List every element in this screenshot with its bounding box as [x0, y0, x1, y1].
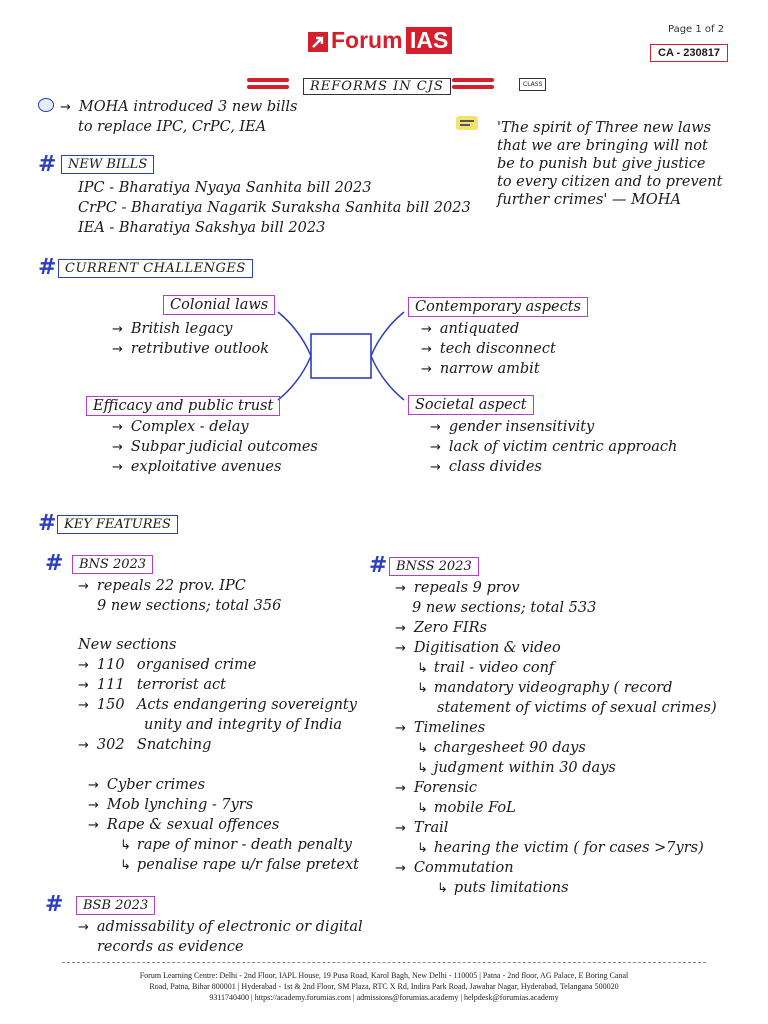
quote-block [497, 120, 722, 210]
list-item: → Cyber crimes [88, 777, 206, 793]
list-item: 9 new sections; total 533 [412, 600, 597, 616]
quote-bubble-icon [456, 116, 478, 130]
bnss-heading: BNSS 2023 [389, 557, 479, 576]
sub-item: ↳ mandatory videography ( record [417, 680, 673, 696]
efficacy-list [112, 419, 318, 479]
list-item: → class divides [430, 459, 542, 475]
list-item: → Timelines [395, 720, 486, 736]
new-bills-heading: NEW BILLS [61, 155, 154, 174]
section-row: → 110 organised crime [78, 657, 257, 673]
bns-heading: BNS 2023 [72, 555, 153, 574]
societal-aspect-label: Societal aspect [408, 395, 534, 415]
new-bills-list [78, 180, 471, 240]
list-item: → Trail [395, 820, 449, 836]
societal-aspect-list [430, 419, 677, 479]
quote-line: that we are bringing will not [497, 138, 708, 154]
list-item: → retributive outlook [112, 341, 270, 357]
new-bill-item: CrPC - Bharatiya Nagarik Suraksha Sanhita bill 2023 [78, 200, 471, 216]
title-decoration-left [247, 78, 289, 89]
current-challenges-heading: CURRENT CHALLENGES [58, 259, 253, 278]
footer-contact-line: 9311740400 | https://academy.forumias.com | admissions@forumias.academy | helpdesk@forumias.academy [209, 993, 559, 1002]
list-item: → tech disconnect [421, 341, 556, 357]
sub-item: ↳ penalise rape u/r false pretext [120, 857, 359, 873]
hash-icon: # [38, 511, 57, 536]
list-item: → repeals 9 prov [395, 580, 520, 596]
list-item: → gender insensitivity [430, 419, 595, 435]
list-item: → Mob lynching - 7yrs [88, 797, 254, 813]
section-row: → 111 terrorist act [78, 677, 226, 693]
intro-line-2: to replace IPC, CrPC, IEA [78, 119, 267, 135]
logo-ias-text: IAS [406, 27, 452, 54]
sub-item: ↳ hearing the victim ( for cases >7yrs) [417, 840, 704, 856]
contemporary-aspects-list [421, 321, 556, 381]
quote-line: further crimes' — MOHA [497, 192, 681, 208]
logo-forum-text: Forum [331, 27, 403, 53]
list-item: → antiquated [421, 321, 520, 337]
news-icon [38, 98, 54, 112]
sub-item: ↳ rape of minor - death penalty [120, 837, 352, 853]
new-bill-item: IPC - Bharatiya Nyaya Sanhita bill 2023 [78, 180, 372, 196]
hash-icon: # [38, 152, 57, 177]
contemporary-aspects-label: Contemporary aspects [408, 297, 588, 317]
quote-line: be to punish but give justice [497, 156, 706, 172]
footer-divider [62, 962, 706, 963]
quote-line: 'The spirit of Three new laws [497, 120, 712, 136]
bsb-details [78, 919, 363, 959]
list-item: → Complex - delay [112, 419, 249, 435]
list-item: → British legacy [112, 321, 233, 337]
bsb-heading: BSB 2023 [76, 896, 155, 915]
document-code: CA - 230817 [650, 44, 728, 62]
sub-item: ↳ puts limitations [437, 880, 569, 896]
hash-icon: # [38, 255, 57, 280]
class-tag [519, 78, 546, 91]
section-row: → 302 Snatching [78, 737, 212, 753]
key-features-heading: KEY FEATURES [57, 515, 178, 534]
page-title: REFORMS IN CJS [303, 78, 451, 95]
section-row-continued: unity and integrity of India [144, 717, 343, 733]
colonial-laws-list [112, 321, 269, 361]
sub-item: ↳ judgment within 30 days [417, 760, 616, 776]
page-info: Page 1 of 2 [668, 24, 725, 35]
list-item: → Zero FIRs [395, 620, 487, 636]
footer-address-line: Road, Patna, Bihar 800001 | Hyderabad - 1st & 2nd Floor, SM Plaza, RTC X Rd, Indira Park Road, Jawahar Nagar, Hyderabad, Telangana 500020 [149, 982, 619, 991]
hash-icon: # [45, 551, 64, 576]
hash-icon: # [45, 892, 64, 917]
list-item: → exploitative avenues [112, 459, 282, 475]
list-item: 9 new sections; total 356 [97, 598, 282, 614]
list-item: → repeals 22 prov. IPC [78, 578, 246, 594]
list-item: → Commutation [395, 860, 514, 876]
bns-new-sections: New sections [78, 637, 177, 653]
title-decoration-right [452, 78, 494, 89]
bns-crimes-list [88, 777, 359, 877]
list-item: records as evidence [97, 939, 244, 955]
bns-details [78, 578, 281, 618]
intro-line-1: → MOHA introduced 3 new bills [60, 99, 298, 115]
logo-arrow-icon [308, 32, 328, 52]
list-item: → admissability of electronic or digital [78, 919, 363, 935]
sub-item: ↳ trail - video conf [417, 660, 555, 676]
footer-address-line: Forum Learning Centre: Delhi - 2nd Floor, IAPL House, 19 Pusa Road, Karol Bagh, New Delhi - 110005 | Patna - 2nd floor, AG Palace, E Boring Canal [139, 971, 629, 980]
mindmap-center-box [311, 334, 371, 378]
sub-item-continued: statement of victims of sexual crimes) [437, 700, 717, 716]
list-item: → Digitisation & video [395, 640, 561, 656]
list-item: → Forensic [395, 780, 477, 796]
list-item: → Rape & sexual offences [88, 817, 280, 833]
bnss-details [395, 580, 717, 900]
list-item: → narrow ambit [421, 361, 540, 377]
list-item: → Subpar judicial outcomes [112, 439, 318, 455]
sub-item: ↳ mobile FoL [417, 800, 516, 816]
new-bill-item: IEA - Bharatiya Sakshya bill 2023 [78, 220, 326, 236]
class-tag-label: CLASS [523, 81, 543, 88]
sub-item: ↳ chargesheet 90 days [417, 740, 586, 756]
footer [62, 970, 706, 1003]
colonial-laws-label: Colonial laws [163, 295, 275, 315]
quote-line: to every citizen and to prevent [497, 174, 723, 190]
bns-sections-list [78, 657, 357, 757]
hash-icon: # [369, 553, 388, 578]
section-row: → 150 Acts endangering sovereignty [78, 697, 357, 713]
efficacy-label: Efficacy and public trust [86, 396, 280, 416]
list-item: → lack of victim centric approach [430, 439, 678, 455]
